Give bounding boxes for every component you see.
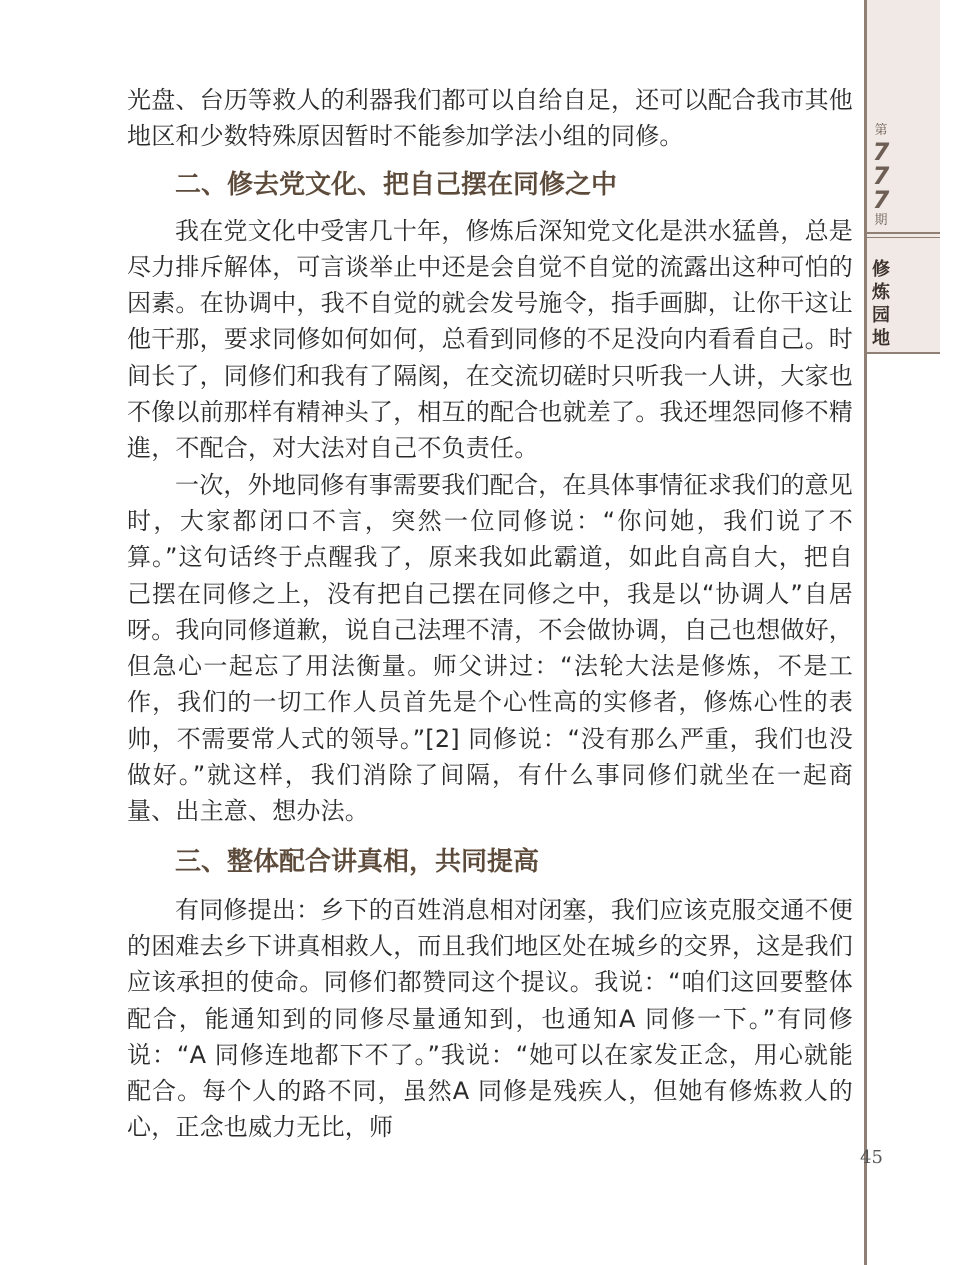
section-title-char: 炼 [872, 282, 890, 303]
section-title-char: 修 [872, 259, 890, 280]
section-title [869, 258, 893, 350]
issue-label [867, 122, 895, 230]
section-heading: 三、整体配合讲真相，共同提高 [175, 846, 540, 877]
issue-digit: 7 [872, 162, 890, 190]
section-title-char: 园 [872, 305, 890, 326]
issue-suffix: 期 [874, 213, 888, 228]
paragraph: 光盘、台历等救人的利器我们都可以自给自足，还可以配合我市其他地区和少数特殊原因暂时不能参加学法小组的同修。 [127, 86, 853, 151]
paragraph: 有同修提出：乡下的百姓消息相对闭塞，我们应该克服交通不便的困难去乡下讲真相救人，而且我们地区处在城乡的交界，这是我们应该承担的使命。同修们都赞同这个提议。我说：“咱们这回要整体配合，能通知到的同修尽量通知到，也通知A 同修一下。”有同修说：“A 同修连地都下不了。”我说：“她可以在家发正念，用心就能配合。每个人的路不同，虽然A 同修是残疾人，但她有修炼救人的心，正念也威力无比，师 [127, 895, 853, 1142]
section-title-char: 地 [872, 328, 890, 349]
issue-digit: 7 [872, 138, 890, 166]
section-heading: 二、修去党文化、把自己摆在同修之中 [175, 169, 618, 200]
issue-digit: 7 [872, 186, 890, 214]
issue-prefix: 第 [874, 123, 888, 138]
page-number: 45 [860, 1147, 883, 1168]
article-body [127, 82, 853, 1146]
paragraph: 我在党文化中受害几十年，修炼后深知党文化是洪水猛兽，总是尽力排斥解体，可言谈举止中还是会自觉不自觉的流露出这种可怕的因素。在协调中，我不自觉的就会发号施令，指手画脚，让你干这让他干那，要求同修如何如何，总看到同修的不足没向内看看自己。时间长了，同修们和我有了隔阂，在交流切磋时只听我一人讲，大家也不像以前那样有精神头了，相互的配合也就差了。我还埋怨同修不精進，不配合，对大法对自己不负责任。 [127, 216, 853, 463]
sidebar-divider-top [867, 232, 940, 238]
paragraph: 一次，外地同修有事需要我们配合，在具体事情征求我们的意见时，大家都闭口不言，突然一位同修说：“你问她，我们说了不算。”这句话终于点醒我了，原来我如此霸道，如此自高自大，把自己摆在同修之上，没有把自己摆在同修之中，我是以“协调人”自居呀。我向同修道歉，说自己法理不清，不会做协调，自己也想做好，但急心一起忘了用法衡量。师父讲过：“法轮大法是修炼，不是工作，我们的一切工作人员首先是个心性高的实修者，修炼心性的表帅，不需要常人式的领导。”[2] 同修说：“没有那么严重，我们也没做好。”就这样，我们消除了间隔，有什么事同修们就坐在一起商量、出主意、想办法。 [127, 470, 853, 826]
sidebar-divider-bottom [867, 352, 940, 354]
